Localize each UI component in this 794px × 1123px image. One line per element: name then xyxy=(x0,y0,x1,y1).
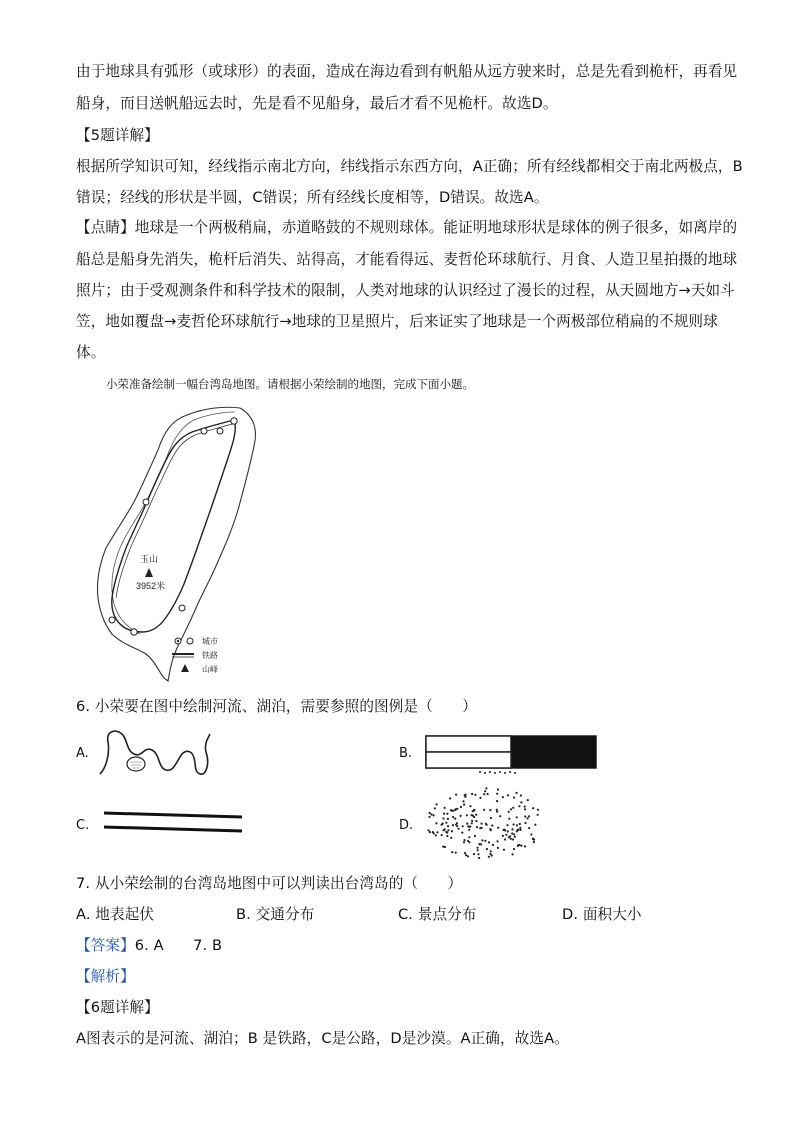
q6-option-c-label: C. xyxy=(76,818,90,833)
desert-dot xyxy=(447,818,449,820)
desert-dot xyxy=(496,809,498,811)
desert-dot xyxy=(476,847,478,849)
desert-dot xyxy=(468,829,470,831)
desert-dot xyxy=(429,812,431,814)
railway-line xyxy=(112,420,235,632)
taiwan-map xyxy=(92,398,262,683)
desert-dot xyxy=(483,809,485,811)
city-marker xyxy=(179,605,185,611)
desert-dot xyxy=(442,823,444,825)
city-marker xyxy=(143,499,149,505)
desert-dot xyxy=(534,824,536,826)
desert-dot xyxy=(446,832,448,834)
desert-dot xyxy=(513,848,515,850)
desert-dot xyxy=(519,827,521,829)
desert-dot xyxy=(454,809,456,811)
desert-dot xyxy=(510,838,512,840)
desert-dot xyxy=(436,831,438,833)
desert-dot xyxy=(506,824,508,826)
line-7: 照片；由于受观测条件和科学技术的限制，人类对地球的认识经过了漫长的过程，从天圆地方→天如斗 xyxy=(76,282,735,299)
desert-dot xyxy=(496,793,498,795)
desert-dot xyxy=(524,806,526,808)
desert-dot xyxy=(460,815,462,817)
question-6-stem: 6. 小荣要在图中绘制河流、湖泊，需要参照的图例是（ ） xyxy=(76,698,477,715)
railway-legend xyxy=(424,734,600,772)
desert-dot xyxy=(487,793,489,795)
desert-dot xyxy=(518,805,520,807)
desert-dot xyxy=(512,853,514,855)
desert-dot xyxy=(478,857,480,859)
desert-dot xyxy=(460,806,462,808)
desert-dot xyxy=(517,829,519,831)
desert-dot xyxy=(477,853,479,855)
desert-dot xyxy=(520,801,522,803)
desert-dot xyxy=(449,797,451,799)
desert-dot xyxy=(488,841,490,843)
desert-dot xyxy=(462,800,464,802)
desert-dot xyxy=(527,799,529,801)
desert-dot xyxy=(519,823,521,825)
q7-option-a: A. 地表起伏 xyxy=(76,906,155,923)
line-3: 根据所学知识可知，经线指示南北方向，纬线指示东西方向，A正确；所有经线都相交于南北两极点，B xyxy=(76,158,743,175)
desert-dot xyxy=(479,797,481,799)
desert-dot xyxy=(520,845,522,847)
desert-dot xyxy=(435,834,437,836)
city-marker xyxy=(201,428,207,434)
desert-dot xyxy=(489,809,491,811)
desert-dot xyxy=(428,816,430,818)
desert-dot xyxy=(450,809,452,811)
line-2: 船身，而目送帆船远去时，先是看不见船身，最后才看不见桅杆。故选D。 xyxy=(76,95,558,112)
desert-dot xyxy=(509,771,511,773)
desert-dot xyxy=(475,814,477,816)
line-6: 船总是船身先消失，桅杆后消失、站得高，才能看得远、麦哲伦环球航行、月食、人造卫星拍摄的地球 xyxy=(76,251,738,268)
desert-dot xyxy=(466,814,468,816)
desert-dot xyxy=(456,808,458,810)
desert-dot xyxy=(452,816,454,818)
desert-dot xyxy=(430,813,432,815)
line-1: 由于地球具有弧形（或球形）的表面，造成在海边看到有帆船从远方驶来时，总是先看到桅杆，再看见 xyxy=(76,63,738,80)
desert-dot xyxy=(469,805,471,807)
answer-label: 【答案】 xyxy=(76,937,135,954)
q7-option-d: D. 面积大小 xyxy=(562,906,642,923)
desert-dot xyxy=(517,844,519,846)
answer-text: 6. A 7. B xyxy=(134,937,223,954)
line-5: 【点睛】地球是一个两极稍扁，赤道略鼓的不规则球体。能证明地球形状是球体的例子很多，如离岸的 xyxy=(76,219,738,236)
desert-dot xyxy=(454,818,456,820)
desert-dot xyxy=(490,817,492,819)
desert-dot xyxy=(512,838,514,840)
q6-option-b-label: B. xyxy=(399,746,413,761)
desert-dot xyxy=(513,833,515,835)
desert-dot xyxy=(429,831,431,833)
peak-name: 玉山 xyxy=(140,554,159,564)
analysis-label: 【解析】 xyxy=(76,968,135,985)
peak-height: 3952米 xyxy=(136,581,166,591)
legend-city-label: 城市 xyxy=(202,637,218,646)
desert-dot xyxy=(507,794,509,796)
desert-dot xyxy=(463,839,465,841)
desert-dot xyxy=(516,816,518,818)
desert-dot xyxy=(497,788,499,790)
section-heading-6: 【6题详解】 xyxy=(76,999,159,1016)
desert-dot xyxy=(508,818,510,820)
desert-dot xyxy=(484,840,486,842)
desert-dot xyxy=(447,829,449,831)
desert-dot xyxy=(489,771,491,773)
desert-legend xyxy=(420,768,550,863)
desert-dot xyxy=(451,830,453,832)
legend-railway-label: 铁路 xyxy=(202,651,218,660)
desert-dot xyxy=(505,834,507,836)
desert-dot xyxy=(468,836,470,838)
desert-dot xyxy=(463,841,465,843)
desert-dot xyxy=(445,822,447,824)
figure-caption: 小荣准备绘制一幅台湾岛地图。请根据小荣绘制的地图，完成下面小题。 xyxy=(106,377,474,391)
desert-dot xyxy=(479,827,481,829)
road-legend xyxy=(102,808,244,838)
desert-dot xyxy=(489,853,491,855)
desert-dot xyxy=(511,828,513,830)
desert-dot xyxy=(494,772,496,774)
desert-dot xyxy=(524,845,526,847)
desert-dot xyxy=(473,809,475,811)
desert-dot xyxy=(435,822,437,824)
desert-dot xyxy=(485,787,487,789)
desert-dot xyxy=(496,840,498,842)
desert-dot xyxy=(491,825,493,827)
desert-dot xyxy=(530,833,532,835)
desert-dot xyxy=(515,792,517,794)
desert-dot xyxy=(492,844,494,846)
desert-dot xyxy=(455,794,457,796)
desert-dot xyxy=(504,772,506,774)
desert-dot xyxy=(524,808,526,810)
desert-dot xyxy=(499,771,501,773)
desert-dot xyxy=(465,854,467,856)
desert-dot xyxy=(520,794,522,796)
desert-dot xyxy=(444,807,446,809)
desert-dot xyxy=(473,853,475,855)
desert-dot xyxy=(528,827,530,829)
desert-dot xyxy=(436,803,438,805)
desert-dot xyxy=(497,847,499,849)
q7-option-c: C. 景点分布 xyxy=(398,906,477,923)
desert-dot xyxy=(504,838,506,840)
desert-dot xyxy=(471,822,473,824)
desert-dot xyxy=(427,829,429,831)
desert-dot xyxy=(513,823,515,825)
desert-dot xyxy=(444,846,446,848)
desert-dot xyxy=(484,790,486,792)
desert-dot xyxy=(497,827,499,829)
desert-dot xyxy=(520,829,522,831)
desert-dot xyxy=(443,813,445,815)
desert-dot xyxy=(458,828,460,830)
desert-dot xyxy=(476,826,478,828)
desert-dot xyxy=(508,811,510,813)
desert-dot xyxy=(464,852,466,854)
desert-dot xyxy=(481,823,483,825)
desert-dot xyxy=(481,839,483,841)
desert-dot xyxy=(473,816,475,818)
desert-dot xyxy=(471,820,473,822)
final-explanation: A图表示的是河流、湖泊；B 是铁路，C是公路，D是沙漠。A正确，故选A。 xyxy=(76,1030,569,1047)
peak-icon xyxy=(145,568,153,577)
desert-dot xyxy=(475,820,477,822)
desert-dot xyxy=(537,814,539,816)
desert-dot xyxy=(464,794,466,796)
desert-dot xyxy=(451,851,453,853)
desert-dot xyxy=(477,849,479,851)
city-marker xyxy=(217,428,223,434)
desert-dot xyxy=(483,793,485,795)
desert-dot xyxy=(479,771,481,773)
river-lake-legend xyxy=(96,724,212,780)
desert-dot xyxy=(512,807,514,809)
desert-dot xyxy=(450,837,452,839)
city-marker xyxy=(109,617,115,623)
desert-dot xyxy=(486,848,488,850)
desert-dot xyxy=(503,829,505,831)
desert-dot xyxy=(502,835,504,837)
desert-dot xyxy=(442,817,444,819)
desert-dot xyxy=(468,826,470,828)
desert-dot xyxy=(503,849,505,851)
desert-dot xyxy=(455,824,457,826)
q7-option-b: B. 交通分布 xyxy=(236,906,315,923)
desert-dot xyxy=(478,843,480,845)
desert-dot xyxy=(471,814,473,816)
desert-dot xyxy=(488,856,490,858)
desert-dot xyxy=(444,828,446,830)
section-heading-5: 【5题详解】 xyxy=(76,127,159,144)
desert-dot xyxy=(524,815,526,817)
desert-dot xyxy=(463,804,465,806)
desert-dot xyxy=(474,835,476,837)
desert-dot xyxy=(474,794,476,796)
desert-dot xyxy=(528,815,530,817)
q6-option-a-label: A. xyxy=(76,746,89,761)
railway-line-inner xyxy=(116,424,232,598)
desert-dot xyxy=(434,807,436,809)
desert-dot xyxy=(433,832,435,834)
question-7-stem: 7. 从小荣绘制的台湾岛地图中可以判读出台湾岛的（ ） xyxy=(76,875,463,892)
legend-peak-icon xyxy=(181,664,189,672)
city-marker xyxy=(131,629,137,635)
desert-dot xyxy=(514,772,516,774)
legend-city-icon xyxy=(187,638,193,644)
desert-dot xyxy=(510,808,512,810)
city-marker xyxy=(231,418,237,424)
desert-dot xyxy=(461,832,463,834)
line-9: 体。 xyxy=(76,344,106,361)
desert-dot xyxy=(527,817,529,819)
desert-dot xyxy=(433,814,435,816)
desert-dot xyxy=(532,807,534,809)
desert-dot xyxy=(509,835,511,837)
desert-dot xyxy=(496,811,498,813)
desert-dot xyxy=(455,852,457,854)
desert-dot xyxy=(462,825,464,827)
desert-dot xyxy=(446,813,448,815)
desert-dot xyxy=(502,796,504,798)
desert-dot xyxy=(467,840,469,842)
desert-dot xyxy=(524,822,526,824)
desert-dot xyxy=(507,830,509,832)
desert-dot xyxy=(471,793,473,795)
line-4: 错误；经线的形状是半圆，C错误；所有经线长度相等，D错误。故选A。 xyxy=(76,189,549,206)
desert-dot xyxy=(490,850,492,852)
answer-line xyxy=(76,936,222,956)
desert-dot xyxy=(489,828,491,830)
legend-peak-label: 山峰 xyxy=(202,665,218,674)
desert-dot xyxy=(467,855,469,857)
desert-dot xyxy=(511,832,513,834)
desert-dot xyxy=(452,824,454,826)
desert-dot xyxy=(441,834,443,836)
desert-dot xyxy=(486,824,488,826)
desert-dot xyxy=(516,824,518,826)
q6-option-d-label: D. xyxy=(399,818,414,833)
desert-dot xyxy=(496,800,498,802)
inner-coast xyxy=(112,412,235,634)
desert-dot xyxy=(532,838,534,840)
desert-dot xyxy=(484,772,486,774)
desert-dot xyxy=(466,823,468,825)
desert-dot xyxy=(446,835,448,837)
desert-dot xyxy=(499,815,501,817)
desert-dot xyxy=(533,841,535,843)
desert-dot xyxy=(447,825,449,827)
desert-dot xyxy=(513,797,515,799)
line-8: 笠，地如覆盘→麦哲伦环球航行→地球的卫星照片，后来证实了地球是一个两极部位稍扁的不规则球 xyxy=(76,313,718,330)
desert-dot xyxy=(537,809,539,811)
desert-dot xyxy=(514,836,516,838)
